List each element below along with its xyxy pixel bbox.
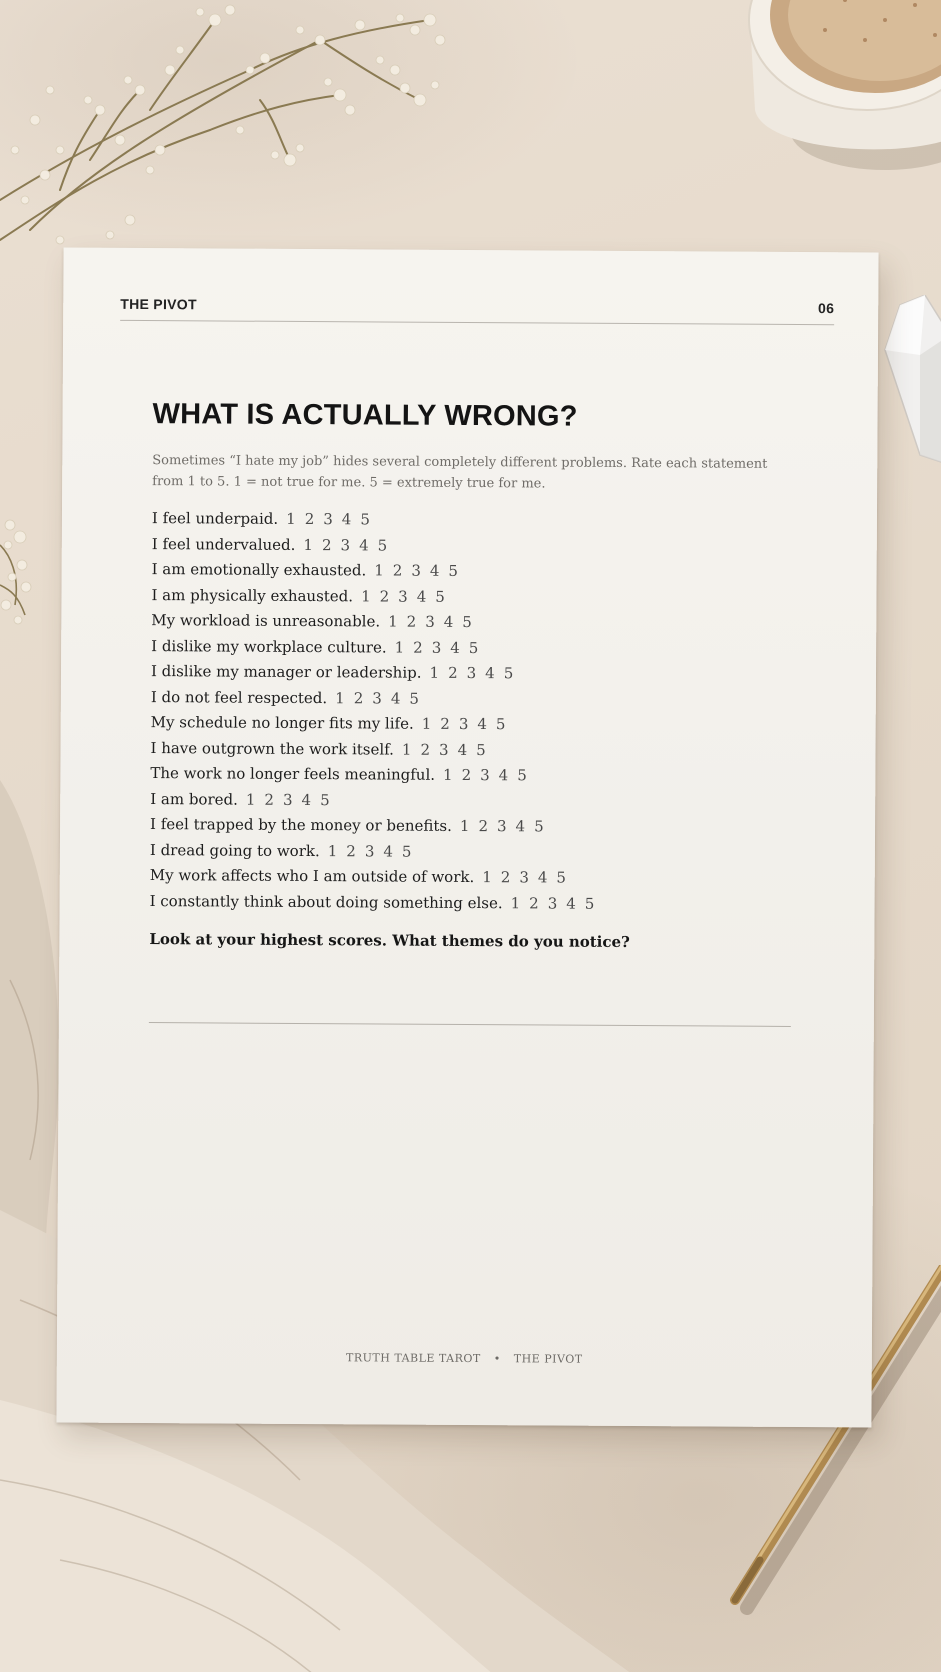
rating-option-1[interactable]: 1	[388, 612, 398, 631]
rating-option-1[interactable]: 1	[374, 561, 384, 580]
page-number: 06	[818, 300, 835, 317]
rating-option-4[interactable]: 4	[429, 561, 440, 580]
rating-option-4[interactable]: 4	[301, 790, 312, 809]
statement-row	[152, 557, 802, 586]
rating-option-1[interactable]: 1	[482, 868, 492, 887]
rating-option-5[interactable]: 5	[401, 842, 412, 861]
rating-option-2[interactable]: 2	[321, 535, 332, 554]
rating-option-5[interactable]: 5	[503, 664, 514, 683]
rating-option-2[interactable]: 2	[420, 740, 431, 759]
rating-option-1[interactable]: 1	[303, 535, 314, 554]
rating-option-1[interactable]: 1	[327, 841, 338, 860]
footer-separator: •	[493, 1352, 501, 1366]
rating-option-4[interactable]: 4	[485, 664, 495, 683]
rating-option-1[interactable]: 1	[361, 586, 371, 605]
rating-option-1[interactable]: 1	[335, 688, 345, 707]
rating-option-3[interactable]: 3	[372, 688, 382, 707]
statement-row	[150, 863, 800, 892]
rating-option-4[interactable]: 4	[443, 612, 454, 631]
rating-option-4[interactable]: 4	[383, 841, 394, 861]
rating-option-4[interactable]: 4	[515, 817, 526, 836]
statement-text: I am emotionally exhausted.	[151, 560, 367, 580]
rating-option-2[interactable]: 2	[440, 714, 450, 733]
rating-option-5[interactable]: 5	[377, 535, 388, 555]
rating-option-3[interactable]: 3	[431, 638, 442, 657]
statement-text: I dislike my manager or leadership.	[150, 662, 422, 682]
rating-scale	[335, 686, 428, 712]
statement-row	[150, 787, 800, 816]
rating-option-5[interactable]: 5	[534, 817, 544, 836]
rating-option-1[interactable]: 1	[401, 740, 412, 759]
rating-scale	[246, 787, 339, 813]
rating-scale	[328, 839, 421, 865]
rating-option-3[interactable]: 3	[323, 510, 333, 529]
statement-text: I dislike my workplace culture.	[151, 636, 387, 657]
running-header: THE PIVOT	[120, 295, 197, 313]
rating-option-1[interactable]: 1	[459, 816, 470, 836]
rating-option-4[interactable]: 4	[359, 535, 369, 554]
statement-text: I feel trapped by the money or benefits.	[150, 815, 452, 835]
rating-option-2[interactable]: 2	[264, 790, 275, 809]
page-title: WHAT IS ACTUALLY WRONG?	[152, 398, 578, 433]
rating-option-4[interactable]: 4	[457, 740, 468, 759]
coffee-cup-icon	[745, 0, 941, 195]
rating-scale	[511, 891, 604, 917]
rating-option-1[interactable]: 1	[394, 638, 405, 657]
statement-text: I dread going to work.	[149, 840, 320, 860]
rating-option-3[interactable]: 3	[519, 868, 529, 887]
rating-option-1[interactable]: 1	[286, 509, 296, 528]
statement-text: The work no longer feels meaningful.	[150, 764, 436, 784]
page-footer	[57, 1350, 872, 1368]
statement-row	[151, 608, 801, 637]
rating-option-5[interactable]: 5	[435, 587, 445, 606]
statement-row	[150, 889, 800, 918]
reflection-prompt: Look at your highest scores. What themes do you notice?	[149, 930, 630, 951]
rating-option-4[interactable]: 4	[566, 894, 576, 913]
rating-option-2[interactable]: 2	[461, 765, 472, 785]
statement-text: I feel undervalued.	[151, 534, 296, 554]
rating-option-2[interactable]: 2	[353, 688, 364, 707]
statement-row	[152, 532, 802, 561]
rating-option-2[interactable]: 2	[478, 817, 489, 836]
rating-option-4[interactable]: 4	[450, 638, 460, 657]
baby-breath-flowers-icon	[0, 0, 470, 260]
rating-option-3[interactable]: 3	[438, 740, 449, 759]
small-flowers-icon	[0, 515, 60, 635]
rating-option-1[interactable]: 1	[245, 790, 256, 809]
rating-option-5[interactable]: 5	[462, 612, 472, 632]
rating-scale	[402, 737, 495, 763]
rating-option-3[interactable]: 3	[547, 893, 558, 913]
rating-option-3[interactable]: 3	[496, 817, 507, 836]
rating-option-5[interactable]: 5	[468, 638, 479, 657]
rating-option-2[interactable]: 2	[406, 612, 417, 631]
rating-option-5[interactable]: 5	[448, 561, 459, 580]
rating-option-3[interactable]: 3	[411, 561, 421, 580]
rating-option-3[interactable]: 3	[398, 587, 408, 606]
rating-option-4[interactable]: 4	[341, 510, 352, 529]
rating-option-2[interactable]: 2	[304, 509, 315, 529]
instructions-text: Sometimes “I hate my job” hides several completely different problems. Rate each statement from 1 to 5. 1 = not true for me. 5 = extremely true for me.	[152, 453, 768, 492]
rating-option-4[interactable]: 4	[416, 587, 427, 606]
rating-scale	[361, 584, 454, 610]
rating-option-2[interactable]: 2	[379, 586, 390, 606]
statement-text: My work affects who I am outside of work.	[149, 866, 475, 887]
rating-scale	[374, 558, 467, 584]
rating-option-2[interactable]: 2	[448, 663, 458, 682]
rating-option-4[interactable]: 4	[390, 689, 401, 708]
statement-row	[151, 685, 801, 714]
rating-scale	[443, 763, 536, 789]
rating-option-5[interactable]: 5	[495, 715, 506, 734]
rating-option-5[interactable]: 5	[320, 790, 330, 809]
rating-option-2[interactable]: 2	[500, 868, 511, 887]
page-header	[120, 296, 834, 325]
footer-title: THE PIVOT	[513, 1352, 583, 1366]
rating-option-3[interactable]: 3	[480, 766, 490, 785]
rating-option-5[interactable]: 5	[556, 868, 567, 887]
rating-option-3[interactable]: 3	[458, 714, 469, 734]
rating-scale	[388, 610, 481, 636]
worksheet-content	[149, 396, 803, 1027]
statement-row	[150, 761, 800, 790]
rating-option-3[interactable]: 3	[425, 612, 435, 631]
statement-text: I am bored.	[150, 789, 238, 809]
rating-option-3[interactable]: 3	[340, 535, 351, 554]
statement-row	[150, 736, 800, 765]
rating-option-5[interactable]: 5	[476, 740, 486, 759]
rating-option-2[interactable]: 2	[392, 561, 403, 580]
statement-text: My schedule no longer fits my life.	[150, 713, 414, 733]
rating-scale	[303, 532, 396, 558]
footer-brand: TRUTH TABLE TAROT	[345, 1351, 481, 1366]
statement-row	[150, 838, 800, 867]
statement-text: I do not feel respected.	[150, 687, 328, 707]
rating-option-4[interactable]: 4	[537, 868, 548, 887]
statement-row	[152, 506, 802, 535]
rating-option-1[interactable]: 1	[443, 765, 453, 784]
rating-option-3[interactable]: 3	[282, 790, 293, 809]
rating-scale	[429, 661, 522, 687]
rating-option-3[interactable]: 3	[466, 663, 477, 683]
statement-text: I am physically exhausted.	[151, 585, 354, 605]
rating-option-1[interactable]: 1	[421, 714, 432, 733]
statement-row	[151, 659, 801, 688]
statement-row	[151, 634, 801, 663]
rating-option-2[interactable]: 2	[529, 893, 539, 912]
worksheet-page	[56, 248, 878, 1428]
rating-scale	[395, 635, 488, 661]
answer-line[interactable]	[149, 1022, 791, 1027]
rating-scale	[286, 507, 379, 533]
rating-option-5[interactable]: 5	[584, 894, 595, 913]
statement-text: I constantly think about doing something else.	[149, 891, 503, 912]
rating-scale	[422, 712, 515, 738]
statement-text: I have outgrown the work itself.	[150, 738, 395, 759]
rating-option-4[interactable]: 4	[498, 766, 509, 785]
quartz-crystal-icon	[880, 295, 941, 495]
statement-row	[151, 710, 801, 739]
rating-option-2[interactable]: 2	[346, 841, 356, 860]
rating-option-2[interactable]: 2	[413, 638, 423, 657]
rating-statement-list	[150, 506, 802, 918]
rating-option-4[interactable]: 4	[477, 715, 488, 734]
statement-row	[150, 812, 800, 841]
statement-text: I feel underpaid.	[151, 509, 279, 528]
statement-text: My workload is unreasonable.	[151, 611, 381, 631]
rating-option-5[interactable]: 5	[409, 689, 419, 708]
rating-option-1[interactable]: 1	[510, 893, 521, 912]
statement-row	[151, 583, 801, 612]
rating-scale	[482, 865, 575, 891]
rating-scale	[460, 814, 553, 840]
rating-option-5[interactable]: 5	[360, 510, 370, 529]
rating-option-1[interactable]: 1	[429, 663, 440, 682]
rating-option-3[interactable]: 3	[364, 841, 375, 860]
rating-option-5[interactable]: 5	[517, 766, 527, 785]
